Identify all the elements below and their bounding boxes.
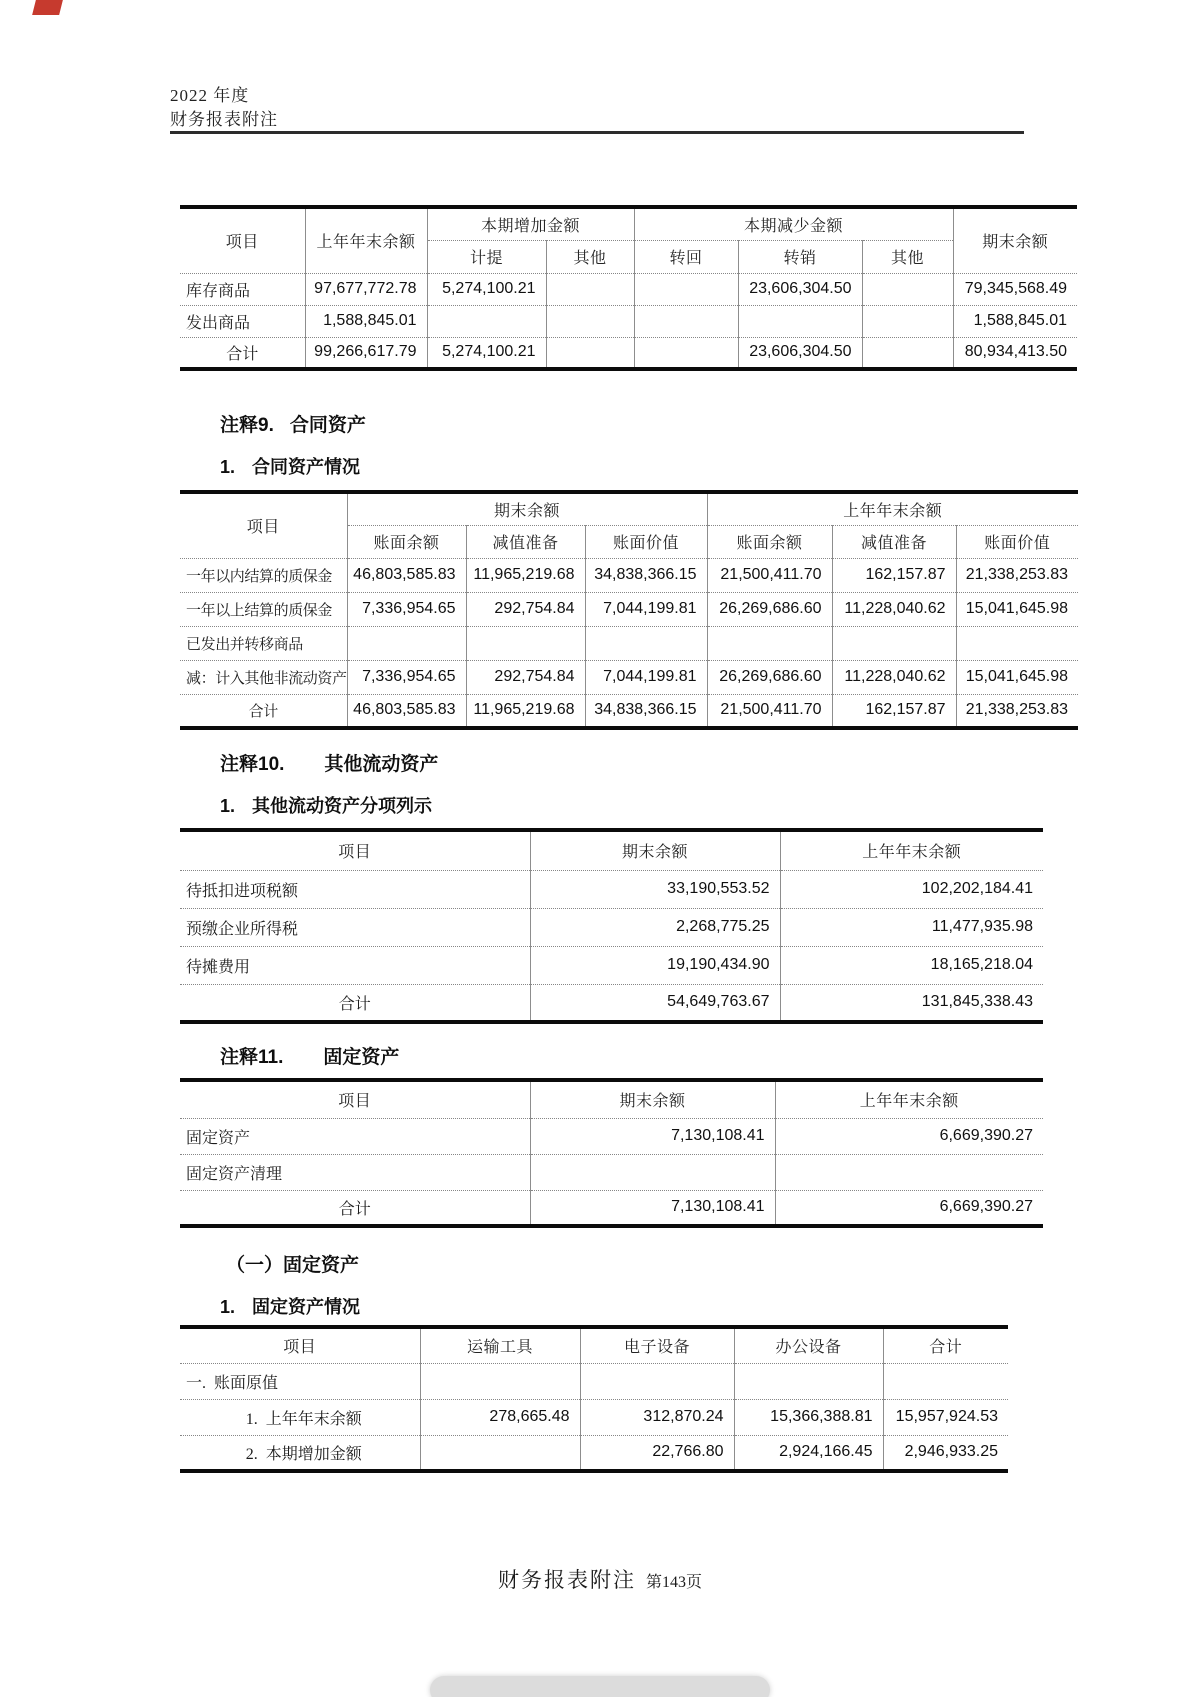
fixed-section-title: 固定资产 [283,1255,360,1276]
cell-value: 11,477,935.98 [780,908,1043,946]
table-row [180,1399,1008,1435]
col-header-electronic: 电子设备 [580,1327,734,1363]
row-number: 2. [245,1445,258,1463]
cell-value: 162,157.87 [832,694,956,728]
table-row [180,1118,1043,1154]
cell-value: 6,669,390.27 [775,1190,1043,1226]
bottom-scan-shadow [430,1676,770,1697]
row-label-text: 账面原值 [214,1374,279,1392]
red-corner-scan-artifact [32,0,63,15]
note10-title: 其他流动资产 [324,754,439,775]
row-label: 库存商品 [180,273,305,305]
cell-value: 11,965,219.68 [466,694,585,728]
fixed-assets-detail-table [180,1325,1008,1473]
note9-sub-num: 1. [220,457,236,477]
col-header-ending-group: 期末余额 [347,492,707,525]
cell-value: 292,754.84 [466,660,585,694]
other-current-assets-table [180,828,1043,1024]
table-row [180,1190,1043,1226]
row-label: 待摊费用 [180,946,530,984]
cell-value: 1,588,845.01 [305,305,427,337]
note9-heading [220,410,366,437]
cell-value: 6,669,390.27 [775,1118,1043,1154]
note9-title: 合同资产 [289,415,366,436]
cell-value [832,626,956,660]
col-header-book-balance: 账面余额 [707,525,832,558]
cell-value: 7,130,108.41 [530,1190,775,1226]
cell-value: 2,924,166.45 [734,1435,883,1471]
cell-value: 7,336,954.65 [347,660,466,694]
fixed-assets-summary-table [180,1078,1043,1228]
cell-value [580,1363,734,1399]
row-label: 一年以上结算的质保金 [180,592,347,626]
footer-title: 财务报表附注 [497,1568,636,1592]
cell-value [585,626,707,660]
cell-value: 79,345,568.49 [953,273,1077,305]
cell-value [775,1154,1043,1190]
cell-value [546,273,634,305]
row-label: 合计 [180,1190,530,1226]
table-row [180,908,1043,946]
fixed-assets-section-heading [226,1250,359,1277]
row-label: 减：计入其他非流动资产 [180,660,347,694]
cell-value: 278,665.48 [420,1399,580,1435]
note9-subheading [220,453,360,479]
col-header-office: 办公设备 [734,1327,883,1363]
cell-value [862,273,953,305]
row-label-text: 上年年末余额 [265,1410,362,1428]
cell-value: 21,338,253.83 [956,558,1078,592]
cell-value: 97,677,772.78 [305,273,427,305]
table-row [180,660,1078,694]
cell-value: 2,268,775.25 [530,908,780,946]
col-header-item: 项目 [180,492,347,558]
row-number: 一. [186,1374,207,1392]
cell-value [420,1363,580,1399]
table-row [180,337,1077,369]
page-footer [0,1564,1200,1594]
cell-value: 5,274,100.21 [427,337,546,369]
cell-value: 34,838,366.15 [585,558,707,592]
page-header [170,84,278,132]
col-header-item: 项目 [180,207,305,273]
table-row [180,1154,1043,1190]
table-row [180,558,1078,592]
note10-label: 注释10. [220,754,285,775]
col-header-impairment: 减值准备 [466,525,585,558]
table-row [180,626,1078,660]
inventory-provision-table [180,205,1077,371]
cell-value: 292,754.84 [466,592,585,626]
cell-value [634,305,738,337]
col-header-ending: 期末余额 [953,207,1077,273]
col-header-increase-group: 本期增加金额 [427,207,634,240]
col-header-item: 项目 [180,1327,420,1363]
cell-value: 34,838,366.15 [585,694,707,728]
col-header-prior-group: 上年年末余额 [707,492,1078,525]
fixed-sub-num: 1. [220,1297,236,1317]
fixed-assets-subheading [220,1293,360,1319]
cell-value: 80,934,413.50 [953,337,1077,369]
cell-value: 102,202,184.41 [780,870,1043,908]
note10-sub-num: 1. [220,796,236,816]
cell-value: 26,269,686.60 [707,592,832,626]
cell-value: 2,946,933.25 [883,1435,1008,1471]
cell-value [862,337,953,369]
col-header-prior: 上年年末余额 [305,207,427,273]
table-row [180,305,1077,337]
cell-value: 7,130,108.41 [530,1118,775,1154]
contract-assets-table [180,490,1078,730]
table-row [180,1435,1008,1471]
cell-value: 21,500,411.70 [707,558,832,592]
cell-value [466,626,585,660]
cell-value [956,626,1078,660]
cell-value: 15,041,645.98 [956,592,1078,626]
col-header-book-balance: 账面余额 [347,525,466,558]
note11-title: 固定资产 [323,1047,400,1068]
row-number: 1. [245,1410,258,1428]
note9-sub-title: 合同资产情况 [252,457,361,477]
table-row [180,694,1078,728]
cell-value: 1,588,845.01 [953,305,1077,337]
cell-value: 46,803,585.83 [347,558,466,592]
table-row [180,1363,1008,1399]
row-label [180,1399,420,1435]
cell-value: 22,766.80 [580,1435,734,1471]
cell-value: 46,803,585.83 [347,694,466,728]
cell-value: 54,649,763.67 [530,984,780,1022]
cell-value: 11,228,040.62 [832,592,956,626]
cell-value [530,1154,775,1190]
table-row [180,592,1078,626]
table-row [180,870,1043,908]
col-header-accrual: 计提 [427,240,546,273]
cell-value: 21,338,253.83 [956,694,1078,728]
row-label: 发出商品 [180,305,305,337]
col-header-prior: 上年年末余额 [780,830,1043,870]
cell-value: 162,157.87 [832,558,956,592]
row-label: 固定资产清理 [180,1154,530,1190]
cell-value [546,305,634,337]
cell-value: 312,870.24 [580,1399,734,1435]
col-header-total: 合计 [883,1327,1008,1363]
cell-value: 18,165,218.04 [780,946,1043,984]
cell-value: 21,500,411.70 [707,694,832,728]
cell-value: 131,845,338.43 [780,984,1043,1022]
cell-value: 11,228,040.62 [832,660,956,694]
col-header-book-value: 账面价值 [956,525,1078,558]
cell-value: 7,044,199.81 [585,592,707,626]
col-header-book-value: 账面价值 [585,525,707,558]
row-label: 待抵扣进项税额 [180,870,530,908]
col-header-transport: 运输工具 [420,1327,580,1363]
row-label [180,1435,420,1471]
report-year: 2022 年度 [170,86,250,105]
cell-value: 11,965,219.68 [466,558,585,592]
col-header-impairment: 减值准备 [832,525,956,558]
cell-value: 7,044,199.81 [585,660,707,694]
row-label: 固定资产 [180,1118,530,1154]
note11-heading [220,1042,399,1069]
table-row [180,273,1077,305]
row-label: 已发出并转移商品 [180,626,347,660]
row-label: 合计 [180,984,530,1022]
row-label: 一年以内结算的质保金 [180,558,347,592]
cell-value: 15,366,388.81 [734,1399,883,1435]
cell-value [634,337,738,369]
report-title: 财务报表附注 [170,110,278,129]
note9-label: 注释9. [220,415,274,436]
header-rule [170,131,1024,134]
cell-value [883,1363,1008,1399]
cell-value [427,305,546,337]
row-label: 合计 [180,694,347,728]
row-label: 预缴企业所得税 [180,908,530,946]
cell-value: 7,336,954.65 [347,592,466,626]
fixed-sub-title: 固定资产情况 [252,1297,361,1317]
fixed-section-label: （一） [226,1255,284,1276]
cell-value: 23,606,304.50 [738,273,862,305]
row-label: 合计 [180,337,305,369]
row-label-text: 本期增加金额 [265,1445,362,1463]
cell-value: 19,190,434.90 [530,946,780,984]
cell-value [634,273,738,305]
col-header-other: 其他 [546,240,634,273]
col-header-reversal: 转回 [634,240,738,273]
footer-page-number: 第143页 [645,1574,702,1591]
cell-value [734,1363,883,1399]
table-row [180,946,1043,984]
cell-value [862,305,953,337]
row-label [180,1363,420,1399]
col-header-ending: 期末余额 [530,1080,775,1118]
cell-value: 99,266,617.79 [305,337,427,369]
cell-value: 26,269,686.60 [707,660,832,694]
col-header-writeoff: 转销 [738,240,862,273]
col-header-prior: 上年年末余额 [775,1080,1043,1118]
cell-value [420,1435,580,1471]
col-header-item: 项目 [180,830,530,870]
cell-value: 23,606,304.50 [738,337,862,369]
note10-heading [220,749,438,776]
note10-subheading [220,792,432,818]
cell-value [738,305,862,337]
col-header-ending: 期末余额 [530,830,780,870]
cell-value [707,626,832,660]
cell-value [546,337,634,369]
cell-value [347,626,466,660]
cell-value: 5,274,100.21 [427,273,546,305]
cell-value: 15,957,924.53 [883,1399,1008,1435]
col-header-decrease-group: 本期减少金额 [634,207,953,240]
table-row [180,984,1043,1022]
note10-sub-title: 其他流动资产分项列示 [252,796,433,816]
col-header-other: 其他 [862,240,953,273]
cell-value: 33,190,553.52 [530,870,780,908]
note11-label: 注释11. [220,1047,284,1068]
cell-value: 15,041,645.98 [956,660,1078,694]
col-header-item: 项目 [180,1080,530,1118]
